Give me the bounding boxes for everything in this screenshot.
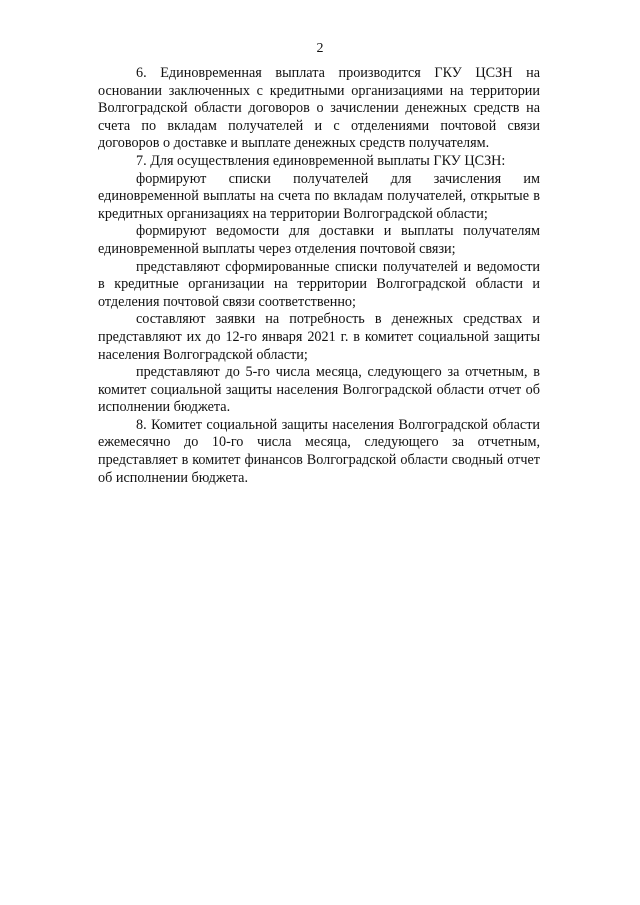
paragraph-7-item-submit: представляют сформированные списки получателей и ведомости в кредитные организации на территории Волгоградской области и отделения почтовой связи соответственно;: [98, 258, 540, 310]
paragraph-7-item-statements: формируют ведомости для доставки и выплаты получателям единовременной выплаты через отделения почтовой связи;: [98, 223, 540, 257]
document-body: [98, 65, 540, 487]
paragraph-8: 8. Комитет социальной защиты населения Волгоградской области ежемесячно до 10-го числа месяца, следующего за отчетным, представляет в комитет финансов Волгоградской области сводный отчет об исполнении бюджета.: [98, 416, 540, 486]
paragraph-7-item-report: представляют до 5-го числа месяца, следующего за отчетным, в комитет социальной защиты населения Волгоградской области отчет об исполнении бюджета.: [98, 364, 540, 416]
paragraph-7-item-requests: составляют заявки на потребность в денежных средствах и представляют их до 12-го января 2021 г. в комитет социальной защиты населения Волгоградской области;: [98, 311, 540, 363]
paragraph-6: 6. Единовременная выплата производится ГКУ ЦСЗН на основании заключенных с кредитными организациями на территории Волгоградской области договоров о зачислении денежных средств на счета по вкладам получателей и с отделениями почтовой связи договоров о доставке и выплате денежных средств получателям.: [98, 65, 540, 152]
paragraph-7-intro: 7. Для осуществления единовременной выплаты ГКУ ЦСЗН:: [136, 152, 506, 169]
paragraph-7-item-lists: формируют списки получателей для зачисления им единовременной выплаты на счета по вкладам получателей, открытые в кредитных организациях на территории Волгоградской области;: [98, 170, 540, 222]
page-number: 2: [316, 41, 324, 56]
